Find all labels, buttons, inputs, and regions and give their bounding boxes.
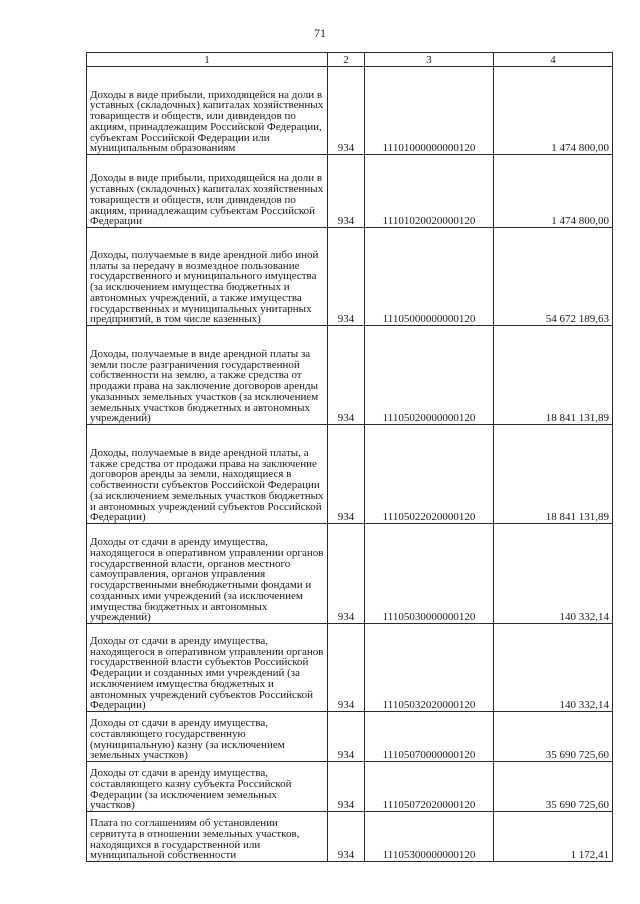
- table-row: [87, 762, 613, 812]
- admin-code: 934: [328, 762, 365, 812]
- revenue-description: Доходы от сдачи в аренду имущества, составляющего государственную (муниципальную) казну (за исключением земельных участков): [87, 712, 328, 762]
- amount: 1 172,41: [494, 812, 613, 862]
- revenue-description: Доходы в виде прибыли, приходящейся на доли в уставных (складочных) капиталах хозяйственных товариществ и обществ, или дивидендов по акциям, принадлежащим субъектам Российской Федерации: [87, 155, 328, 228]
- amount: 140 332,14: [494, 524, 613, 624]
- table-row: [87, 228, 613, 326]
- admin-code: 934: [328, 524, 365, 624]
- admin-code: 934: [328, 425, 365, 524]
- budget-classification-code: 11105022020000120: [365, 425, 494, 524]
- revenue-description: Плата по соглашениям об установлении сервитута в отношении земельных участков, находящихся в государственной или муниципальной собственности: [87, 812, 328, 862]
- revenue-description: Доходы, получаемые в виде арендной либо иной платы за передачу в возмездное пользование государственного и муниципального имущества (за исключением имущества бюджетных и автономных учреждений, а также имущества государственных и муниципальных унитарных предприятий, в том числе казенных): [87, 228, 328, 326]
- admin-code: 934: [328, 155, 365, 228]
- amount: 35 690 725,60: [494, 712, 613, 762]
- admin-code: 934: [328, 712, 365, 762]
- revenue-description: Доходы, получаемые в виде арендной платы за земли после разграничения государственной собственности на землю, а также средства от продажи права на заключение договоров аренды указанных земельных участков (за исключением земельных участков бюджетных и автономных учреждений): [87, 326, 328, 425]
- admin-code: 934: [328, 326, 365, 425]
- budget-classification-code: 11105072020000120: [365, 762, 494, 812]
- amount: 1 474 800,00: [494, 155, 613, 228]
- admin-code: 934: [328, 67, 365, 155]
- table-row: [87, 326, 613, 425]
- admin-code: 934: [328, 812, 365, 862]
- amount: 35 690 725,60: [494, 762, 613, 812]
- revenue-description: Доходы в виде прибыли, приходящейся на доли в уставных (складочных) капиталах хозяйственных товариществ и обществ, или дивидендов по акциям, принадлежащим Российской Федерации, субъектам Российской Федерации или муниципальным образованиям: [87, 67, 328, 155]
- revenue-description: Доходы от сдачи в аренду имущества, составляющего казну субъекта Российской Федерации (за исключением земельных участков): [87, 762, 328, 812]
- budget-classification-code: 11101020020000120: [365, 155, 494, 228]
- amount: 18 841 131,89: [494, 326, 613, 425]
- amount: 54 672 189,63: [494, 228, 613, 326]
- budget-classification-code: 11105300000000120: [365, 812, 494, 862]
- amount: 140 332,14: [494, 624, 613, 712]
- table-row: [87, 155, 613, 228]
- table-row: [87, 812, 613, 862]
- column-header: 1: [87, 53, 328, 67]
- column-header: 4: [494, 53, 613, 67]
- admin-code: 934: [328, 624, 365, 712]
- budget-classification-code: 11105032020000120: [365, 624, 494, 712]
- budget-classification-code: 11105070000000120: [365, 712, 494, 762]
- table-header-row: [87, 53, 613, 67]
- column-header: 3: [365, 53, 494, 67]
- table-row: [87, 425, 613, 524]
- table-row: [87, 624, 613, 712]
- table-row: [87, 524, 613, 624]
- amount: 1 474 800,00: [494, 67, 613, 155]
- amount: 18 841 131,89: [494, 425, 613, 524]
- budget-classification-code: 11105030000000120: [365, 524, 494, 624]
- revenue-description: Доходы, получаемые в виде арендной платы, а также средства от продажи права на заключение договоров аренды за земли, находящиеся в собственности субъектов Российской Федерации (за исключением земельных участков бюджетных и автономных учреждений субъектов Российской Федерации): [87, 425, 328, 524]
- admin-code: 934: [328, 228, 365, 326]
- table-row: [87, 67, 613, 155]
- revenue-description: Доходы от сдачи в аренду имущества, находящегося в оперативном управлении органов государственной власти, органов местного самоуправления, органов управления государственными внебюджетными фондами и созданных ими учреждений (за исключением имущества бюджетных и автономных учреждений): [87, 524, 328, 624]
- budget-classification-code: 11105020000000120: [365, 326, 494, 425]
- budget-classification-code: 11105000000000120: [365, 228, 494, 326]
- column-header: 2: [328, 53, 365, 67]
- table-row: [87, 712, 613, 762]
- revenue-table: [86, 52, 613, 862]
- revenue-description: Доходы от сдачи в аренду имущества, находящегося в оперативном управлении органов государственной власти субъектов Российской Федерации и созданных ими учреждений (за исключением имущества бюджетных и автономных учреждений субъектов Российской Федерации): [87, 624, 328, 712]
- page-number: 71: [314, 26, 326, 40]
- budget-classification-code: 11101000000000120: [365, 67, 494, 155]
